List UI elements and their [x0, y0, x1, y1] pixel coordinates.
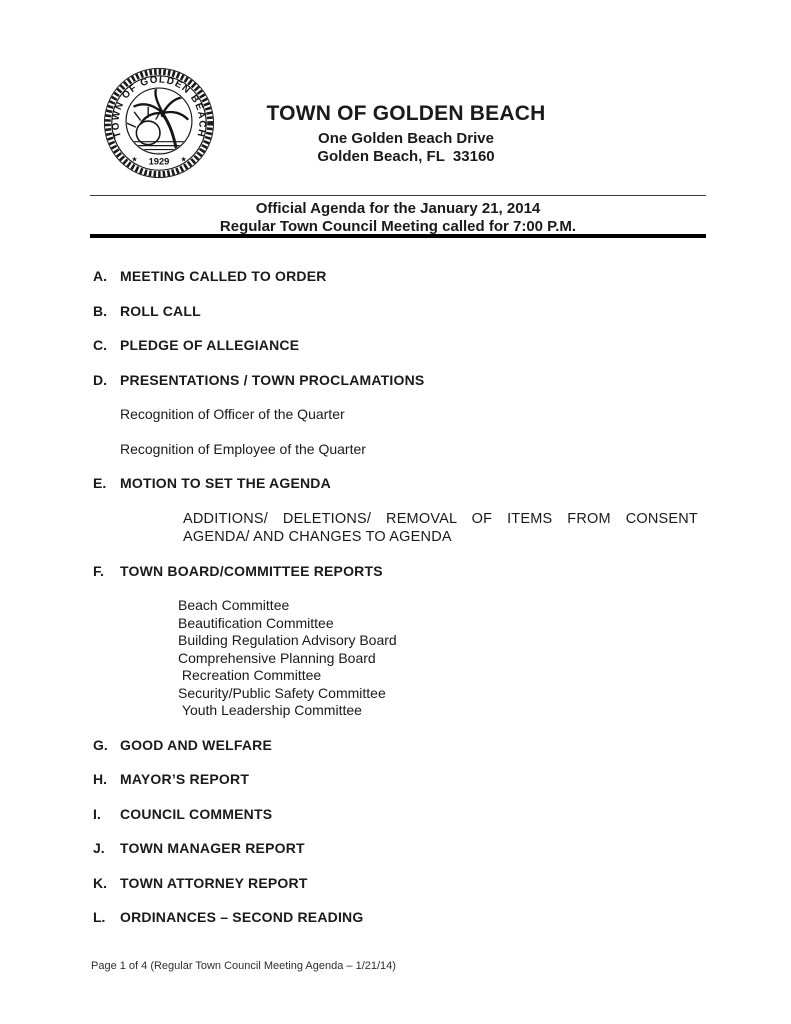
sub-paragraph: Recognition of Officer of the Quarter: [120, 406, 345, 422]
item-letter: C.: [93, 337, 107, 353]
committee-item: Beautification Committee: [178, 614, 334, 631]
agenda-item: [93, 771, 706, 789]
item-letter: A.: [93, 268, 107, 284]
item-letter: J.: [93, 840, 105, 856]
agenda-item: [93, 909, 706, 927]
item-title: TOWN MANAGER REPORT: [120, 840, 305, 856]
page-title: TOWN OF GOLDEN BEACH: [266, 102, 546, 125]
address-line-1: One Golden Beach Drive: [318, 130, 494, 147]
item-letter: I.: [93, 805, 101, 822]
star-icon: ★: [180, 156, 187, 164]
item-title: MOTION TO SET THE AGENDA: [120, 475, 331, 491]
item-letter: F.: [93, 562, 104, 579]
item-title: MAYOR’S REPORT: [120, 771, 250, 787]
agenda-item: [93, 303, 706, 321]
agenda-item: [93, 563, 706, 720]
banner-line-2: Regular Town Council Meeting called for 7:00 P.M.: [219, 217, 577, 235]
page-footer: Page 1 of 4 (Regular Town Council Meeting Agenda – 1/21/14): [91, 960, 396, 972]
agenda-item: [93, 268, 706, 286]
committee-item: Comprehensive Planning Board: [178, 649, 376, 666]
divider-thin: [90, 195, 706, 196]
seal-ring-text: TOWN OF GOLDEN BEACH: [110, 74, 208, 139]
agenda-item: [93, 737, 706, 755]
committee-item: Building Regulation Advisory Board: [178, 632, 397, 648]
agenda-item: [93, 475, 706, 546]
agenda-item: [93, 806, 706, 824]
item-title: COUNCIL COMMENTS: [120, 805, 273, 822]
committee-item: Security/Public Safety Committee: [178, 684, 386, 701]
star-icon: ★: [131, 156, 138, 164]
item-title: ROLL CALL: [120, 302, 201, 319]
item-title: TOWN ATTORNEY REPORT: [120, 874, 308, 891]
committee-item: Beach Committee: [178, 597, 290, 613]
address-line-2: Golden Beach, FL 33160: [317, 148, 495, 165]
item-letter: D.: [93, 371, 107, 388]
item-title: PRESENTATIONS / TOWN PROCLAMATIONS: [120, 371, 425, 388]
item-letter: B.: [93, 302, 107, 319]
item-letter: G.: [93, 736, 108, 753]
item-letter: H.: [93, 771, 107, 787]
committee-item: Recreation Committee: [178, 667, 322, 683]
item-letter: E.: [93, 475, 107, 491]
agenda-list: [93, 268, 706, 944]
item-title: PLEDGE OF ALLEGIANCE: [120, 337, 300, 353]
committee-item: Youth Leadership Committee: [178, 702, 362, 718]
item-letter: K.: [93, 874, 107, 891]
item-title: GOOD AND WELFARE: [120, 736, 273, 753]
sub-paragraph: Recognition of Employee of the Quarter: [120, 440, 366, 457]
item-title: TOWN BOARD/COMMITTEE REPORTS: [120, 562, 383, 579]
divider-thick: [90, 234, 706, 238]
banner-line-1: Official Agenda for the January 21, 2014: [255, 200, 541, 217]
item-title: MEETING CALLED TO ORDER: [120, 268, 327, 284]
consent-agenda-note: ADDITIONS/ DELETIONS/ REMOVAL OF ITEMS FROM CONSENT AGENDA/ AND CHANGES TO AGENDA: [183, 510, 698, 545]
item-title: ORDINANCES – SECOND READING: [120, 909, 364, 925]
item-letter: L.: [93, 909, 106, 925]
agenda-item: [93, 372, 706, 459]
committee-list: [178, 597, 706, 720]
agenda-item: [93, 337, 706, 355]
agenda-banner: [90, 200, 706, 235]
seal-year: 1929: [148, 156, 170, 167]
agenda-item: [93, 875, 706, 893]
agenda-item: [93, 840, 706, 858]
letterhead: [126, 101, 686, 166]
